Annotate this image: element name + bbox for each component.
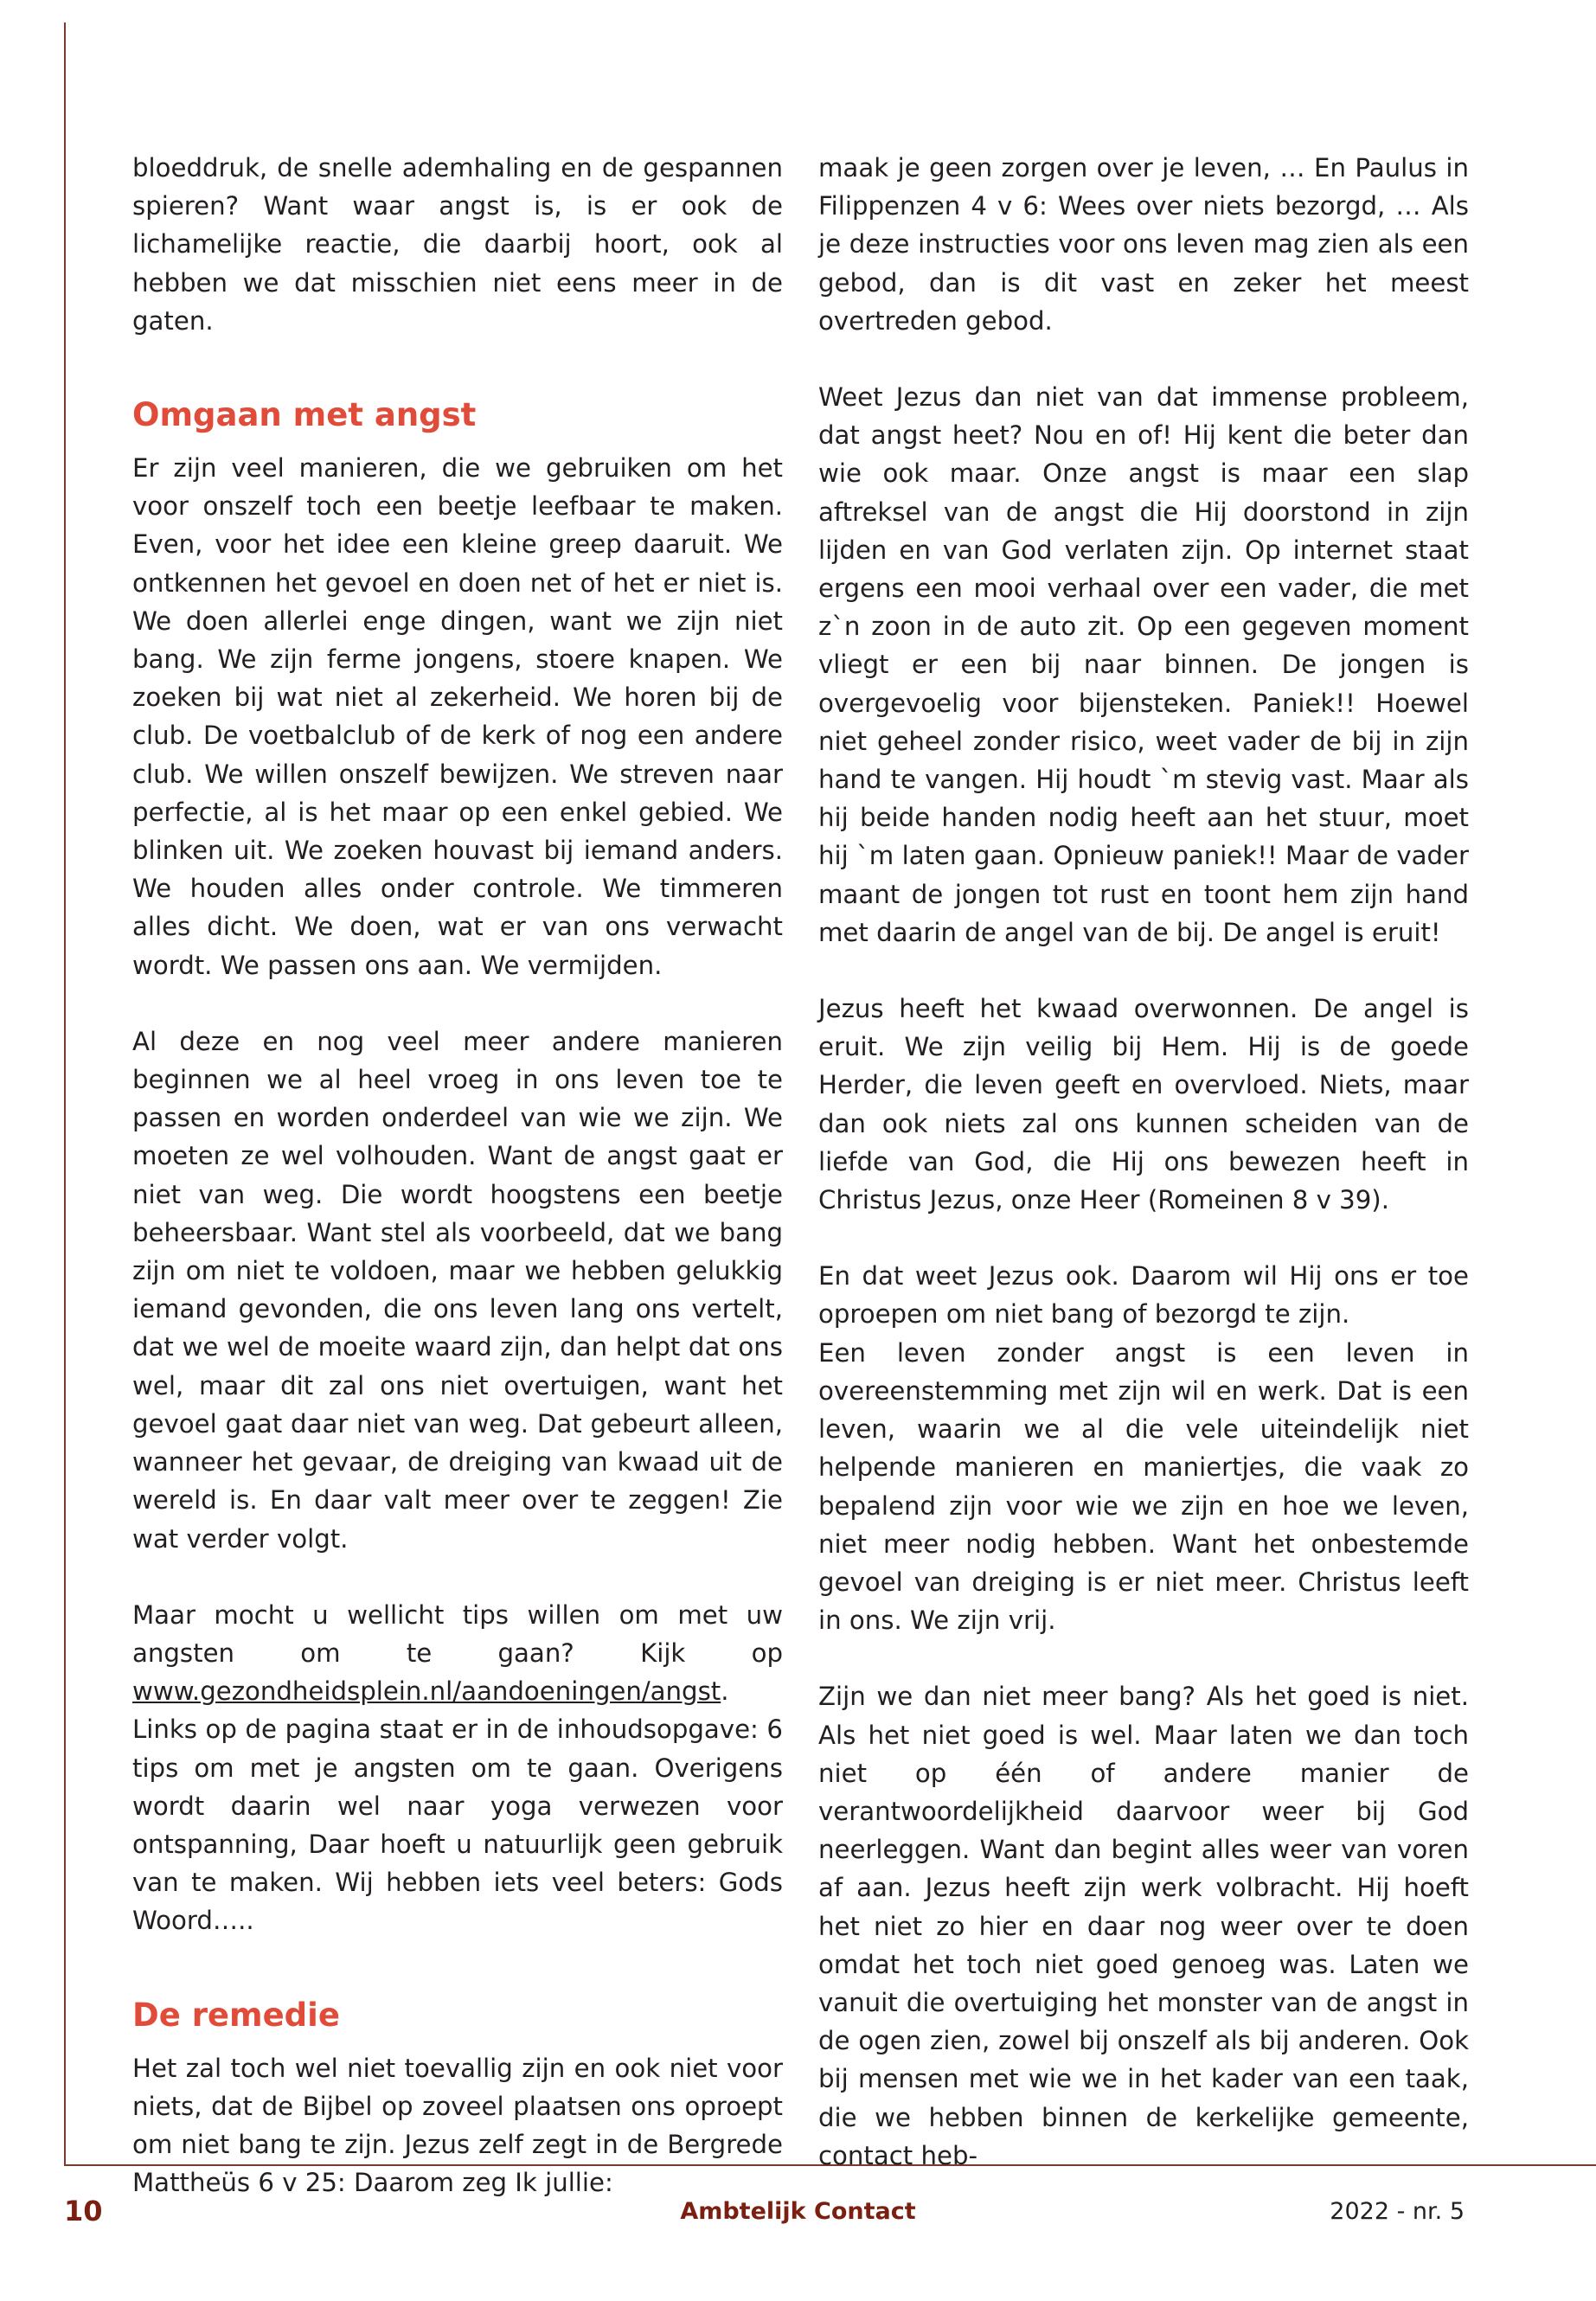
paragraph: maak je geen zorgen over je leven, … En Paulus in Filippenzen 4 v 6: Wees over niets bezorgd, … Als je deze instructies voor ons leven mag zien als een gebod, dan is dit vast en zeker het meest overtreden gebod.	[818, 153, 1469, 336]
issue-label: 2022 - nr. 5	[1330, 2198, 1465, 2225]
paragraph: bloeddruk, de snelle ademhaling en de gespannen spieren? Want waar angst is, is er ook de lichamelijke reactie, die daarbij hoort, ook al hebben we dat misschien niet eens meer in de gaten.	[132, 153, 783, 336]
paragraph: Jezus heeft het kwaad overwonnen. De angel is eruit. We zijn veilig bij Hem. Hij is de goede Herder, die leven geeft en overvloed. Niets, maar dan ook niets zal ons kunnen scheiden van de liefde van God, die Hij ons bewezen heeft in Christus Jezus, onze Heer (Romeinen 8 v 39).	[818, 994, 1469, 1215]
left-margin-rule	[64, 22, 66, 2166]
paragraph: Er zijn veel manieren, die we gebruiken om het voor onszelf toch een beetje leefbaar te maken. Even, voor het idee een kleine greep daaruit. We ontkennen het gevoel en doen net of het er niet is. We doen allerlei enge dingen, want we zijn niet bang. We zijn ferme jongens, stoere knapen. We zoeken bij wat niet al zekerheid. We horen bij de club. De voetbalclub of de kerk of nog een andere club. We willen onszelf bewijzen. We streven naar perfectie, al is het maar op een enkel gebied. We blinken uit. We zoeken houvast bij iemand anders. We houden alles onder controle. We timmeren alles dicht. We doen, wat er van ons verwacht wordt. We passen ons aan. We vermijden.	[132, 453, 783, 980]
paragraph-tips	[132, 1596, 783, 1940]
paragraph-text: . Links op de pagina staat er in de inhoudsopgave: 6 tips om met je angsten om te gaan. Overigens wordt daarin wel naar yoga verwezen voor ontspanning, Daar hoeft u natuurlijk geen gebruik van te maken. Wij hebben iets veel beters: Gods Woord…..	[132, 1676, 783, 1936]
paragraph: Weet Jezus dan niet van dat immense probleem, dat angst heet? Nou en of! Hij kent die beter dan wie ook maar. Onze angst is maar een slap aftreksel van de angst die Hij doorstond in zijn lijden en van God verlaten zijn. Op internet staat ergens een mooi verhaal over een vader, die met z`n zoon in de auto zit. Op een gegeven moment vliegt er een bij naar binnen. De jongen is overgevoelig voor bijensteken. Paniek!! Hoewel niet geheel zonder risico, weet vader de bij in zijn hand te vangen. Hij houdt `m stevig vast. Maar als hij beide handen nodig heeft aan het stuur, moet hij `m laten gaan. Opnieuw paniek!! Maar de vader maant de jongen tot rust en toont hem zijn hand met daarin de angel van de bij. De angel is eruit!	[818, 382, 1469, 947]
section-heading-omgaan-met-angst: Omgaan met angst	[132, 396, 477, 434]
paragraph: Een leven zonder angst is een leven in overeenstemming met zijn wil en werk. Dat is een leven, waarin we al die vele uiteindelijk niet helpende manieren en maniertjes, die vaak zo bepalend zijn voor wie we zijn en hoe we leven, niet meer nodig hebben. Want het onbestemde gevoel van dreiging is er niet meer. Christus leeft in ons. We zijn vrij.	[818, 1337, 1469, 1636]
paragraph: Het zal toch wel niet toevallig zijn en ook niet voor niets, dat de Bijbel op zoveel plaatsen ons oproept om niet bang te zijn. Jezus zelf zegt in de Bergrede Mattheüs 6 v 25: Daarom zeg Ik jullie:	[132, 2053, 783, 2198]
paragraph-text: Maar mocht u wellicht tips willen om met uw angsten om te gaan? Kijk op	[132, 1599, 783, 1668]
magazine-title: Ambtelijk Contact	[680, 2198, 916, 2225]
paragraph: En dat weet Jezus ook. Daarom wil Hij ons er toe oproepen om niet bang of bezorgd te zijn.	[818, 1261, 1469, 1330]
paragraph: Al deze en nog veel meer andere manieren beginnen we al heel vroeg in ons leven toe te passen en worden onderdeel van wie we zijn. We moeten ze wel volhouden. Want de angst gaat er niet van weg. Die wordt hoogstens een beetje beheersbaar. Want stel als voorbeeld, dat we bang zijn om niet te voldoen, maar we hebben gelukkig iemand gevonden, die ons leven lang ons vertelt, dat we wel de moeite waard zijn, dan helpt dat ons wel, maar dit zal ons niet overtuigen, want het gevoel gaat daar niet van weg. Dat gebeurt alleen, wanneer het gevaar, de dreiging van kwaad uit de wereld is. En daar valt meer over te zeggen! Zie wat verder volgt.	[132, 1026, 783, 1554]
left-column	[132, 149, 783, 2202]
gezondheidsplein-link[interactable]: www.gezondheidsplein.nl/aandoeningen/angst	[132, 1676, 721, 1707]
paragraph: Zijn we dan niet meer bang? Als het goed is niet. Als het niet goed is wel. Maar laten we dan toch niet op één of andere manier de verantwoordelijkheid daarvoor weer bij God neerleggen. Want dan begint alles weer van voren af aan. Jezus heeft zijn werk volbracht. Hij hoeft het niet zo hier en daar nog weer over te doen omdat het toch niet goed genoeg was. Laten we vanuit die overtuiging het monster van de angst in de ogen zien, zowel bij onszelf als bij anderen. Ook bij mensen met wie we in het kader van een taak, die we hebben binnen de kerkelijke gemeente, contact heb-	[818, 1682, 1469, 2170]
right-column	[818, 149, 1469, 2175]
section-heading-de-remedie: De remedie	[132, 1996, 340, 2034]
page-number: 10	[64, 2195, 103, 2227]
